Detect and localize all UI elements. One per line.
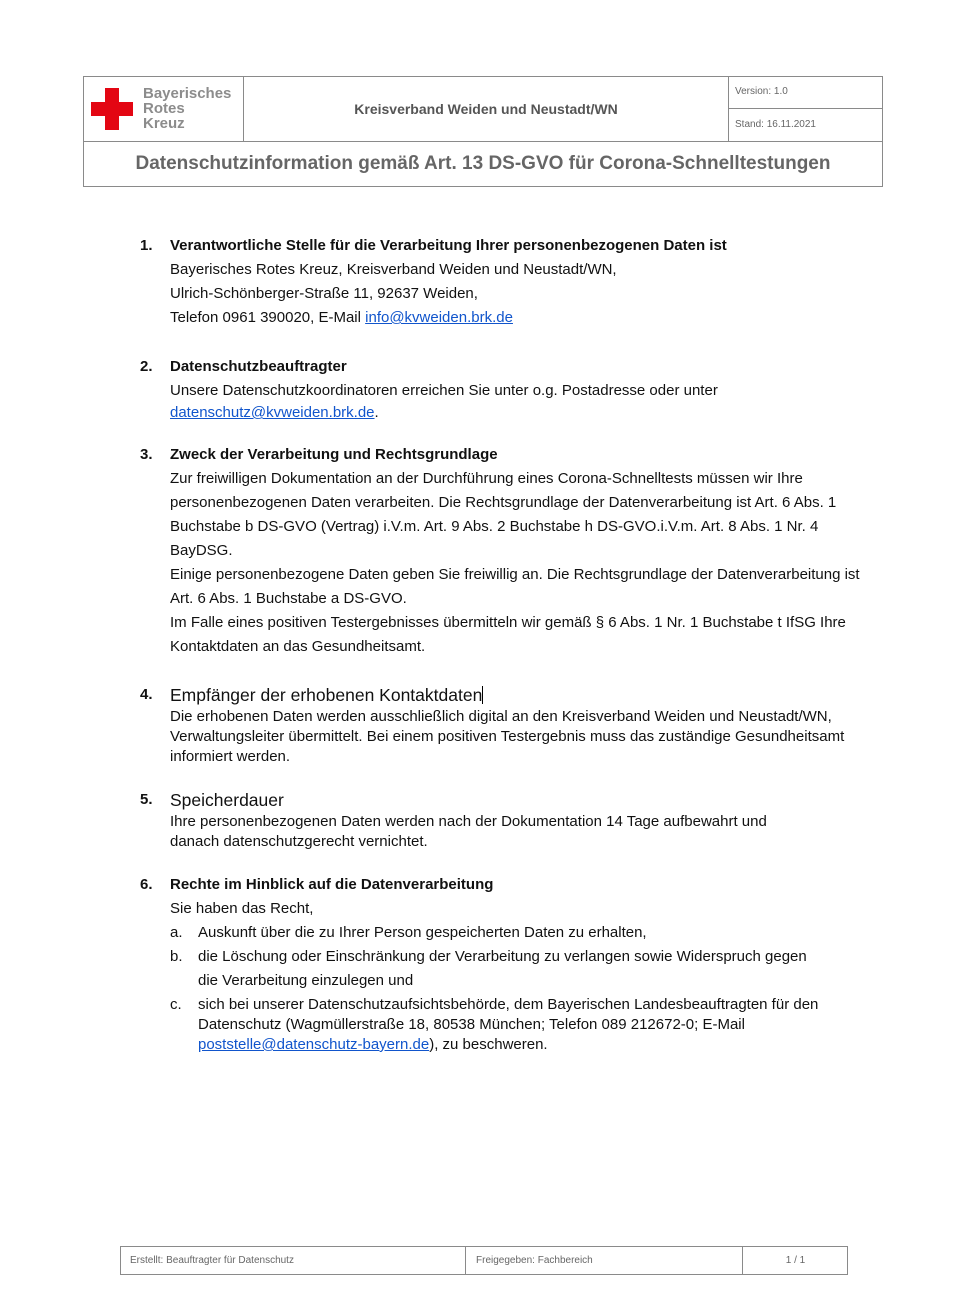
contact-line [170, 306, 860, 330]
section-number: 5. [140, 791, 153, 808]
section-title-text: Empfänger der erhobenen Kontaktdaten [170, 685, 483, 705]
text-cursor [482, 686, 483, 704]
section-paragraph-3: Im Falle eines positiven Testergebnisses übermitteln wir gemäß § 6 Abs. 1 Nr. 1 Buchstabe t IfSG Ihre Kontaktdaten an das Gesundheitsamt. [170, 614, 846, 655]
footer-approved: Freigegeben: Fachbereich [467, 1247, 743, 1274]
organization-name: Kreisverband Weiden und Neustadt/WN [244, 77, 729, 141]
section-paragraph-2: Einige personenbezogene Daten geben Sie freiwillig an. Die Rechtsgrundlage der Datenverarbeitung ist Art. 6 Abs. 1 Buchstabe a DS-GVO. [170, 566, 860, 607]
address-line-1: Bayerisches Rotes Kreuz, Kreisverband Weiden und Neustadt/WN, [170, 261, 617, 278]
item-letter: c. [170, 996, 182, 1013]
section-number: 6. [140, 876, 153, 893]
section-number: 3. [140, 446, 153, 463]
section-number: 2. [140, 358, 153, 375]
phone-text: Telefon 0961 390020, E-Mail [170, 309, 366, 326]
item-letter: b. [170, 948, 183, 965]
section-title: Verantwortliche Stelle für die Verarbeitung Ihrer personenbezogenen Daten ist [170, 237, 727, 254]
rights-item-b [170, 945, 860, 993]
section-number: 4. [140, 686, 153, 703]
section-title: Datenschutzbeauftragter [170, 358, 347, 375]
rights-item-a [170, 921, 860, 945]
email-link-poststelle[interactable]: poststelle@datenschutz-bayern.de [198, 1036, 430, 1053]
document-title: Datenschutzinformation gemäß Art. 13 DS-GVO für Corona-Schnelltestungen [135, 153, 831, 174]
logo-line-3: Kreuz [143, 115, 185, 132]
version-label: Version: 1.0 [729, 77, 882, 109]
logo-line-1: Bayerisches [143, 85, 232, 102]
period-text: . [374, 404, 379, 421]
document-header [83, 76, 883, 187]
brk-logo [84, 77, 244, 141]
item-text: Auskunft über die zu Ihrer Person gespeicherten Daten zu erhalten, [198, 924, 647, 941]
email-link-datenschutz[interactable]: datenschutz@kvweiden.brk.de [170, 404, 375, 421]
item-text: die Löschung oder Einschränkung der Verarbeitung zu verlangen sowie Widerspruch gegen die Verarbeitung einzulegen und [198, 948, 807, 989]
footer-page-number: 1 / 1 [785, 1255, 806, 1266]
section-title [170, 683, 860, 707]
section-text: Unsere Datenschutzkoordinatoren erreichen Sie unter o.g. Postadresse oder unter [170, 382, 718, 399]
item-letter: a. [170, 924, 183, 941]
red-cross-icon [91, 88, 133, 130]
rights-intro: Sie haben das Recht, [170, 900, 314, 917]
section-paragraph: Ihre personenbezogenen Daten werden nach der Dokumentation 14 Tage aufbewahrt und danach datenschutzgerecht vernichtet. [170, 813, 767, 850]
footer-created: Erstellt: Beauftragter für Datenschutz [121, 1247, 466, 1274]
section-paragraph-1: Zur freiwilligen Dokumentation an der Durchführung eines Corona-Schnelltests müssen wir Ihre personenbezogenen Daten verarbeiten. Die Rechtsgrundlage der Datenverarbeitung ist Art. 6 Abs. 1 Buchstabe b DS-GVO (Vertrag) i.V.m. Art. 9 Abs. 2 Buchstabe h DS-GVO.i.V.m. Art. 8 Abs. 1 Nr. 4 BayDSG. [170, 470, 837, 559]
email-line [170, 403, 860, 423]
section-title: Rechte im Hinblick auf die Datenverarbeitung [170, 876, 494, 893]
item-suffix: ), zu beschweren. [429, 1036, 548, 1053]
email-link-info[interactable]: info@kvweiden.brk.de [365, 309, 513, 326]
section-paragraph: Die erhobenen Daten werden ausschließlich digital an den Kreisverband Weiden und Neustadt/WN, Verwaltungsleiter übermittelt. Bei einem positiven Testergebnis muss das zuständige Gesundheitsamt informiert werden. [170, 708, 845, 765]
header-top-row [84, 77, 882, 142]
document-footer [120, 1246, 848, 1275]
rights-item-c [170, 995, 860, 1055]
logo-wordmark [143, 86, 231, 131]
section-number: 1. [140, 237, 153, 254]
section-title: Speicherdauer [170, 790, 284, 810]
logo-line-2: Rotes [143, 100, 185, 117]
section-title: Zweck der Verarbeitung und Rechtsgrundlage [170, 446, 498, 463]
date-label: Stand: 16.11.2021 [735, 119, 816, 130]
address-line-2: Ulrich-Schönberger-Straße 11, 92637 Weiden, [170, 285, 478, 302]
item-text: sich bei unserer Datenschutzaufsichtsbehörde, dem Bayerischen Landesbeauftragten für den Datenschutz (Wagmüllerstraße 18, 80538 München; Telefon 089 212672-0; E-Mail [198, 996, 819, 1033]
